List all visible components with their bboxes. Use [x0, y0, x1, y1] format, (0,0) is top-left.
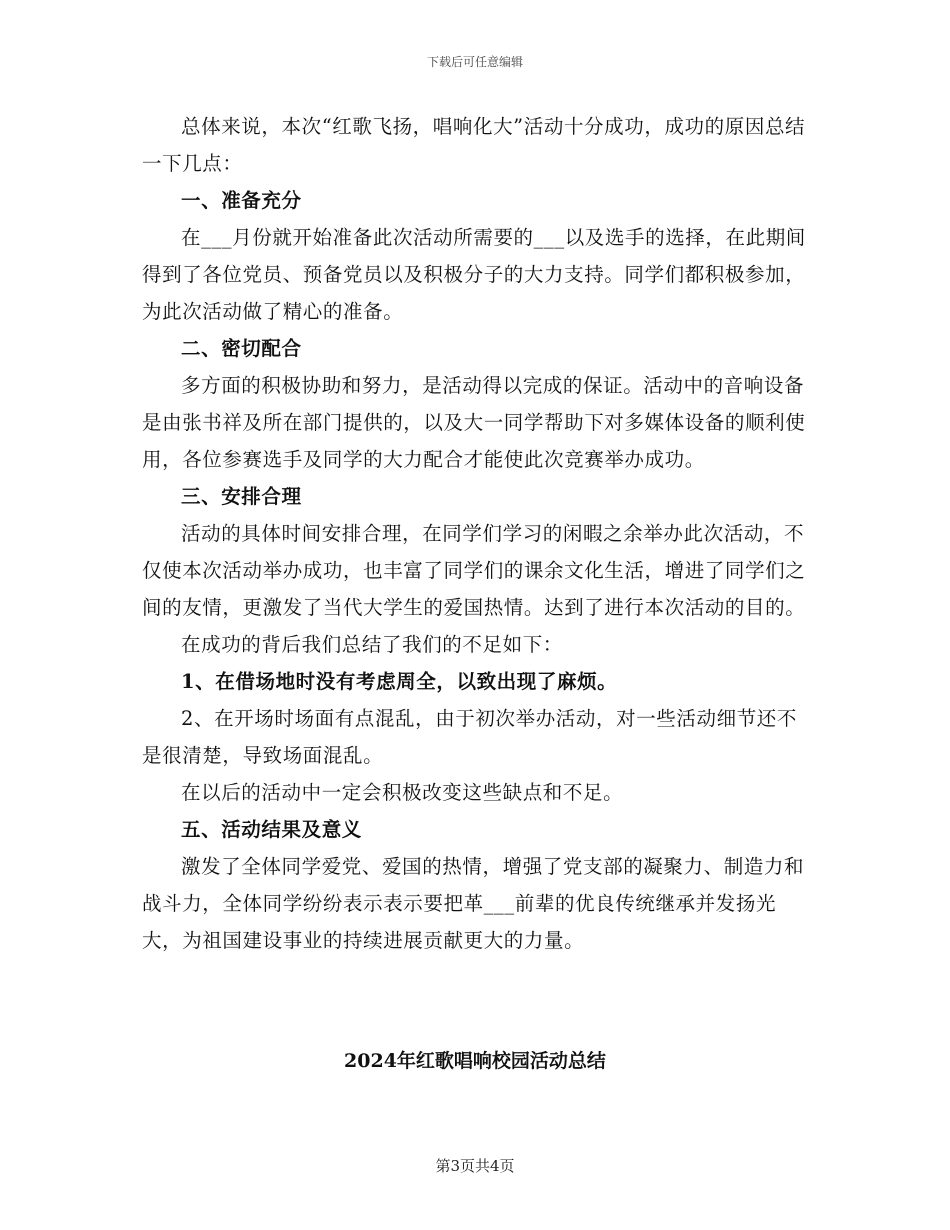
page-header: 下载后可任意编辑	[426, 55, 523, 69]
preparation-paragraph: 在___月份就开始准备此次活动所需要的___以及选手的选择，在此期间得到了各位党员、预备党员以及积极分子的大力支持。同学们都积极参加，为此次活动做了精心的准备。	[142, 226, 806, 323]
page-footer: 第3页共4页	[435, 1157, 515, 1175]
shortcoming-item-1: 1、在借场地时没有考虑周全，以致出现了麻烦。	[181, 670, 618, 693]
next-document-title: 2024年红歌唱响校园活动总结	[344, 1050, 606, 1072]
arrangement-paragraph: 活动的具体时间安排合理，在同学们学习的闲暇之余举办此次活动，不仅使本次活动举办成功，也丰富了同学们的课余文化生活，增进了同学们之间的友情，更激发了当代大学生的爱国热情。达到了进行本次活动的目的。	[142, 522, 806, 619]
intro-paragraph: 总体来说，本次“红歌飞扬，唱响化大”活动十分成功，成功的原因总结一下几点：	[142, 115, 806, 175]
document-body	[142, 108, 810, 959]
section-heading-preparation: 一、准备充分	[181, 189, 302, 212]
improvement-paragraph: 在以后的活动中一定会积极改变这些缺点和不足。	[181, 781, 624, 804]
section-heading-cooperation: 二、密切配合	[181, 337, 302, 360]
results-paragraph: 激发了全体同学爱党、爱国的热情，增强了党支部的凝聚力、制造力和战斗力，全体同学纷纷表示表示要把革___前辈的优良传统继承并发扬光大，为祖国建设事业的持续进展贡献更大的力量。	[142, 855, 805, 952]
cooperation-paragraph: 多方面的积极协助和努力，是活动得以完成的保证。活动中的音响设备是由张书祥及所在部门提供的，以及大一同学帮助下对多媒体设备的顺利使用，各位参赛选手及同学的大力配合才能使此次竞赛举办成功。	[142, 374, 806, 471]
section-heading-arrangement: 三、安排合理	[181, 485, 302, 508]
shortcomings-intro: 在成功的背后我们总结了我们的不足如下：	[181, 633, 563, 656]
section-heading-results: 五、活动结果及意义	[181, 818, 362, 841]
shortcoming-item-2: 2、在开场时场面有点混乱，由于初次举办活动，对一些活动细节还不是很清楚，导致场面混乱。	[142, 707, 798, 767]
